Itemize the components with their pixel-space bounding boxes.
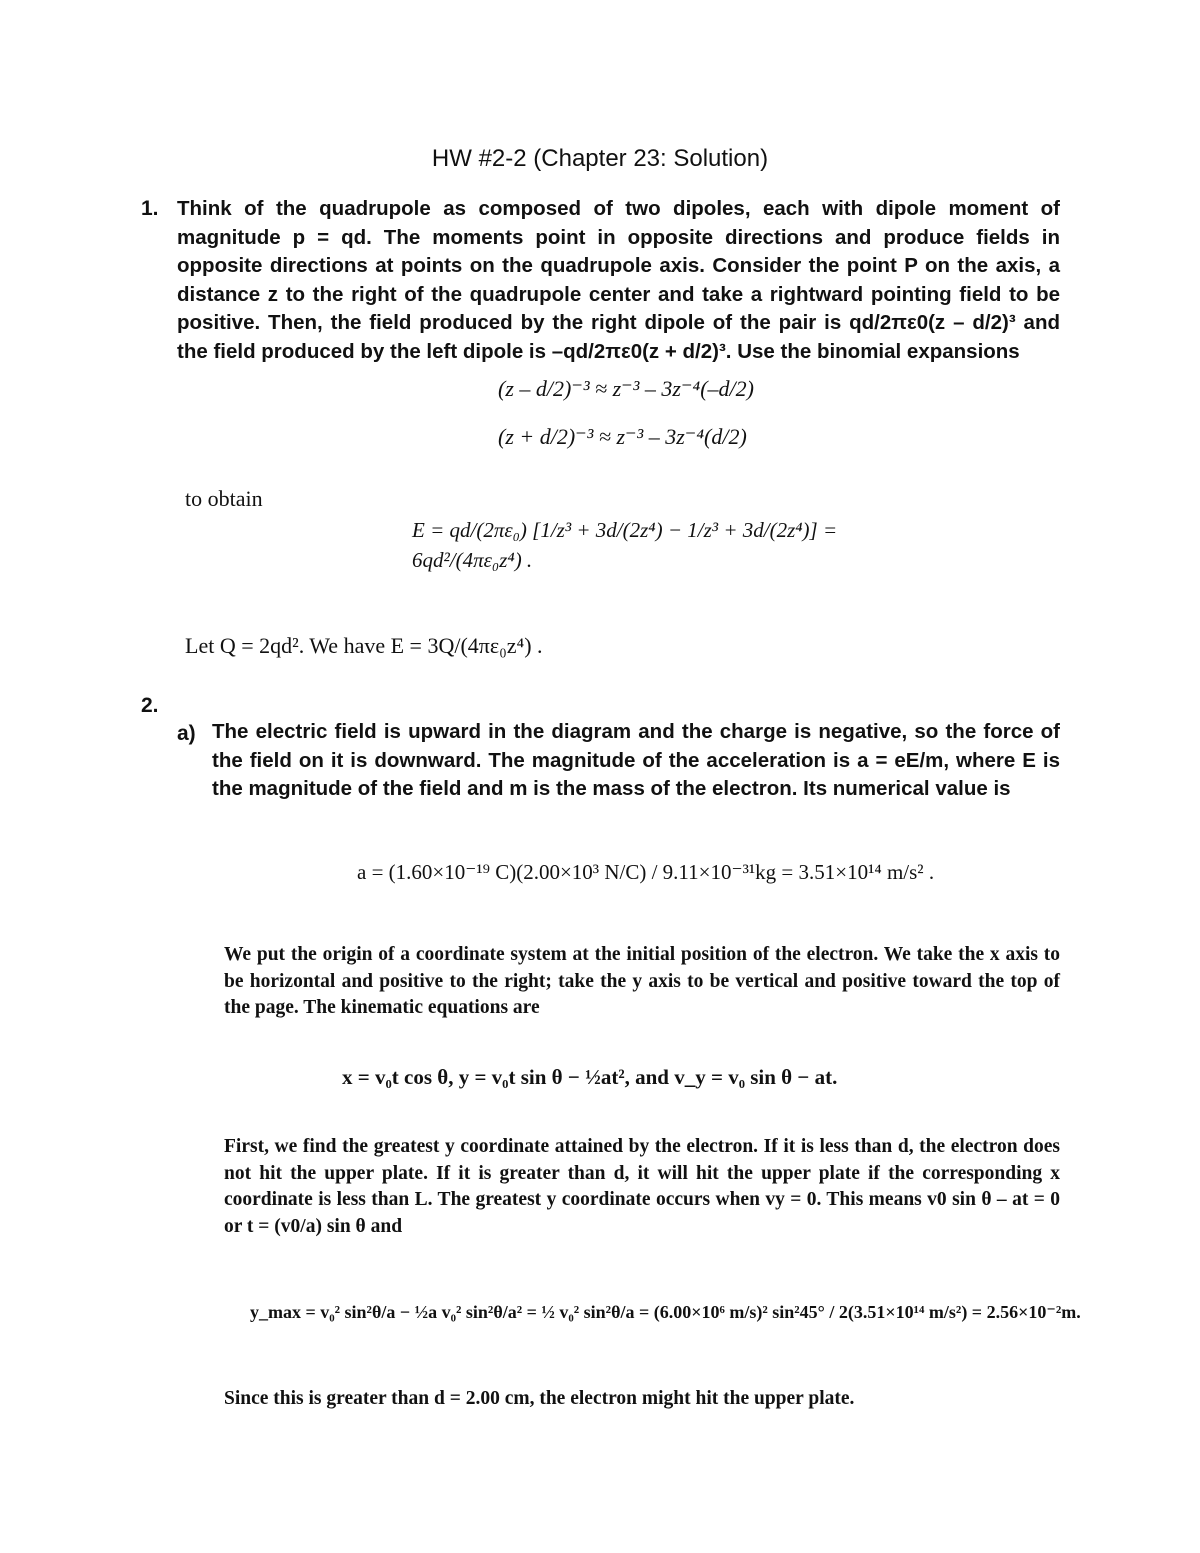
to-obtain-text: to obtain	[185, 486, 263, 511]
ymax-equation: y_max = v₀² sin²θ/a − ½a v₀² sin²θ/a² = ½ v₀² sin²θ/a = (6.00×10⁶ m/s)² sin²45° / 2(3.51×10¹⁴ m/s²) = 2.56×10⁻²m.	[250, 1302, 1081, 1322]
page-title: HW #2-2 (Chapter 23: Solution)	[431, 145, 769, 172]
conclusion-text: Since this is greater than d = 2.00 cm, the electron might hit the upper plate.	[224, 1388, 855, 1409]
problem-2-number: 2.	[141, 694, 159, 717]
kinematic-equations: x = v₀t cos θ, y = v₀t sin θ − ½at², and v_y = v₀ sin θ − at.	[342, 1065, 838, 1089]
greatest-y-text: First, we find the greatest y coordinate attained by the electron. If it is less than d, the electron does not hit the upper plate. If it is greater than d, it will hit the upper plate if the corresponding x coordinate is less than L. The greatest y coordinate occurs when vy = 0. This means v0 sin θ – at = 0 or t = (v0/a) sin θ and	[224, 1136, 1060, 1237]
part-a-text: The electric field is upward in the diagram and the charge is negative, so the force of the field on it is downward. The magnitude of the acceleration is a = eE/m, where E is the magnitude of the field and m is the mass of the electron. Its numerical value is	[212, 720, 1060, 801]
field-equation: E = qd/(2πε₀) [1/z³ + 3d/(2z⁴) − 1/z³ + 3d/(2z⁴)] = 6qd²/(4πε₀z⁴) .	[412, 518, 838, 572]
acceleration-equation: a = (1.60×10⁻¹⁹ C)(2.00×10³ N/C) / 9.11×10⁻³¹kg = 3.51×10¹⁴ m/s² .	[357, 860, 935, 884]
binomial-expansion-2: (z + d/2)⁻³ ≈ z⁻³ – 3z⁻⁴(d/2)	[498, 424, 747, 449]
problem-1-text: Think of the quadrupole as composed of two dipoles, each with dipole moment of magnitude p = qd. The moments point in opposite directions and produce fields in opposite directions at points on the quadrupole axis. Consider the point P on the axis, a distance z to the right of the quadrupole center and take a rightward pointing field to be positive. Then, the field produced by the right dipole of the pair is qd/2πε0(z – d/2)³ and the field produced by the left dipole is –qd/2πε0(z + d/2)³. Use the binomial expansions	[177, 197, 1060, 363]
binomial-expansion-1: (z – d/2)⁻³ ≈ z⁻³ – 3z⁻⁴(–d/2)	[498, 376, 754, 401]
problem-1-number: 1.	[141, 197, 159, 220]
let-q-line: Let Q = 2qd². We have E = 3Q/(4πε₀z⁴) .	[185, 633, 543, 658]
part-a-label: a)	[177, 722, 196, 745]
coordinate-system-text: We put the origin of a coordinate system at the initial position of the electron. We take the x axis to be horizontal and positive to the right; take the y axis to be vertical and positive toward the top of the page. The kinematic equations are	[224, 944, 1060, 1018]
